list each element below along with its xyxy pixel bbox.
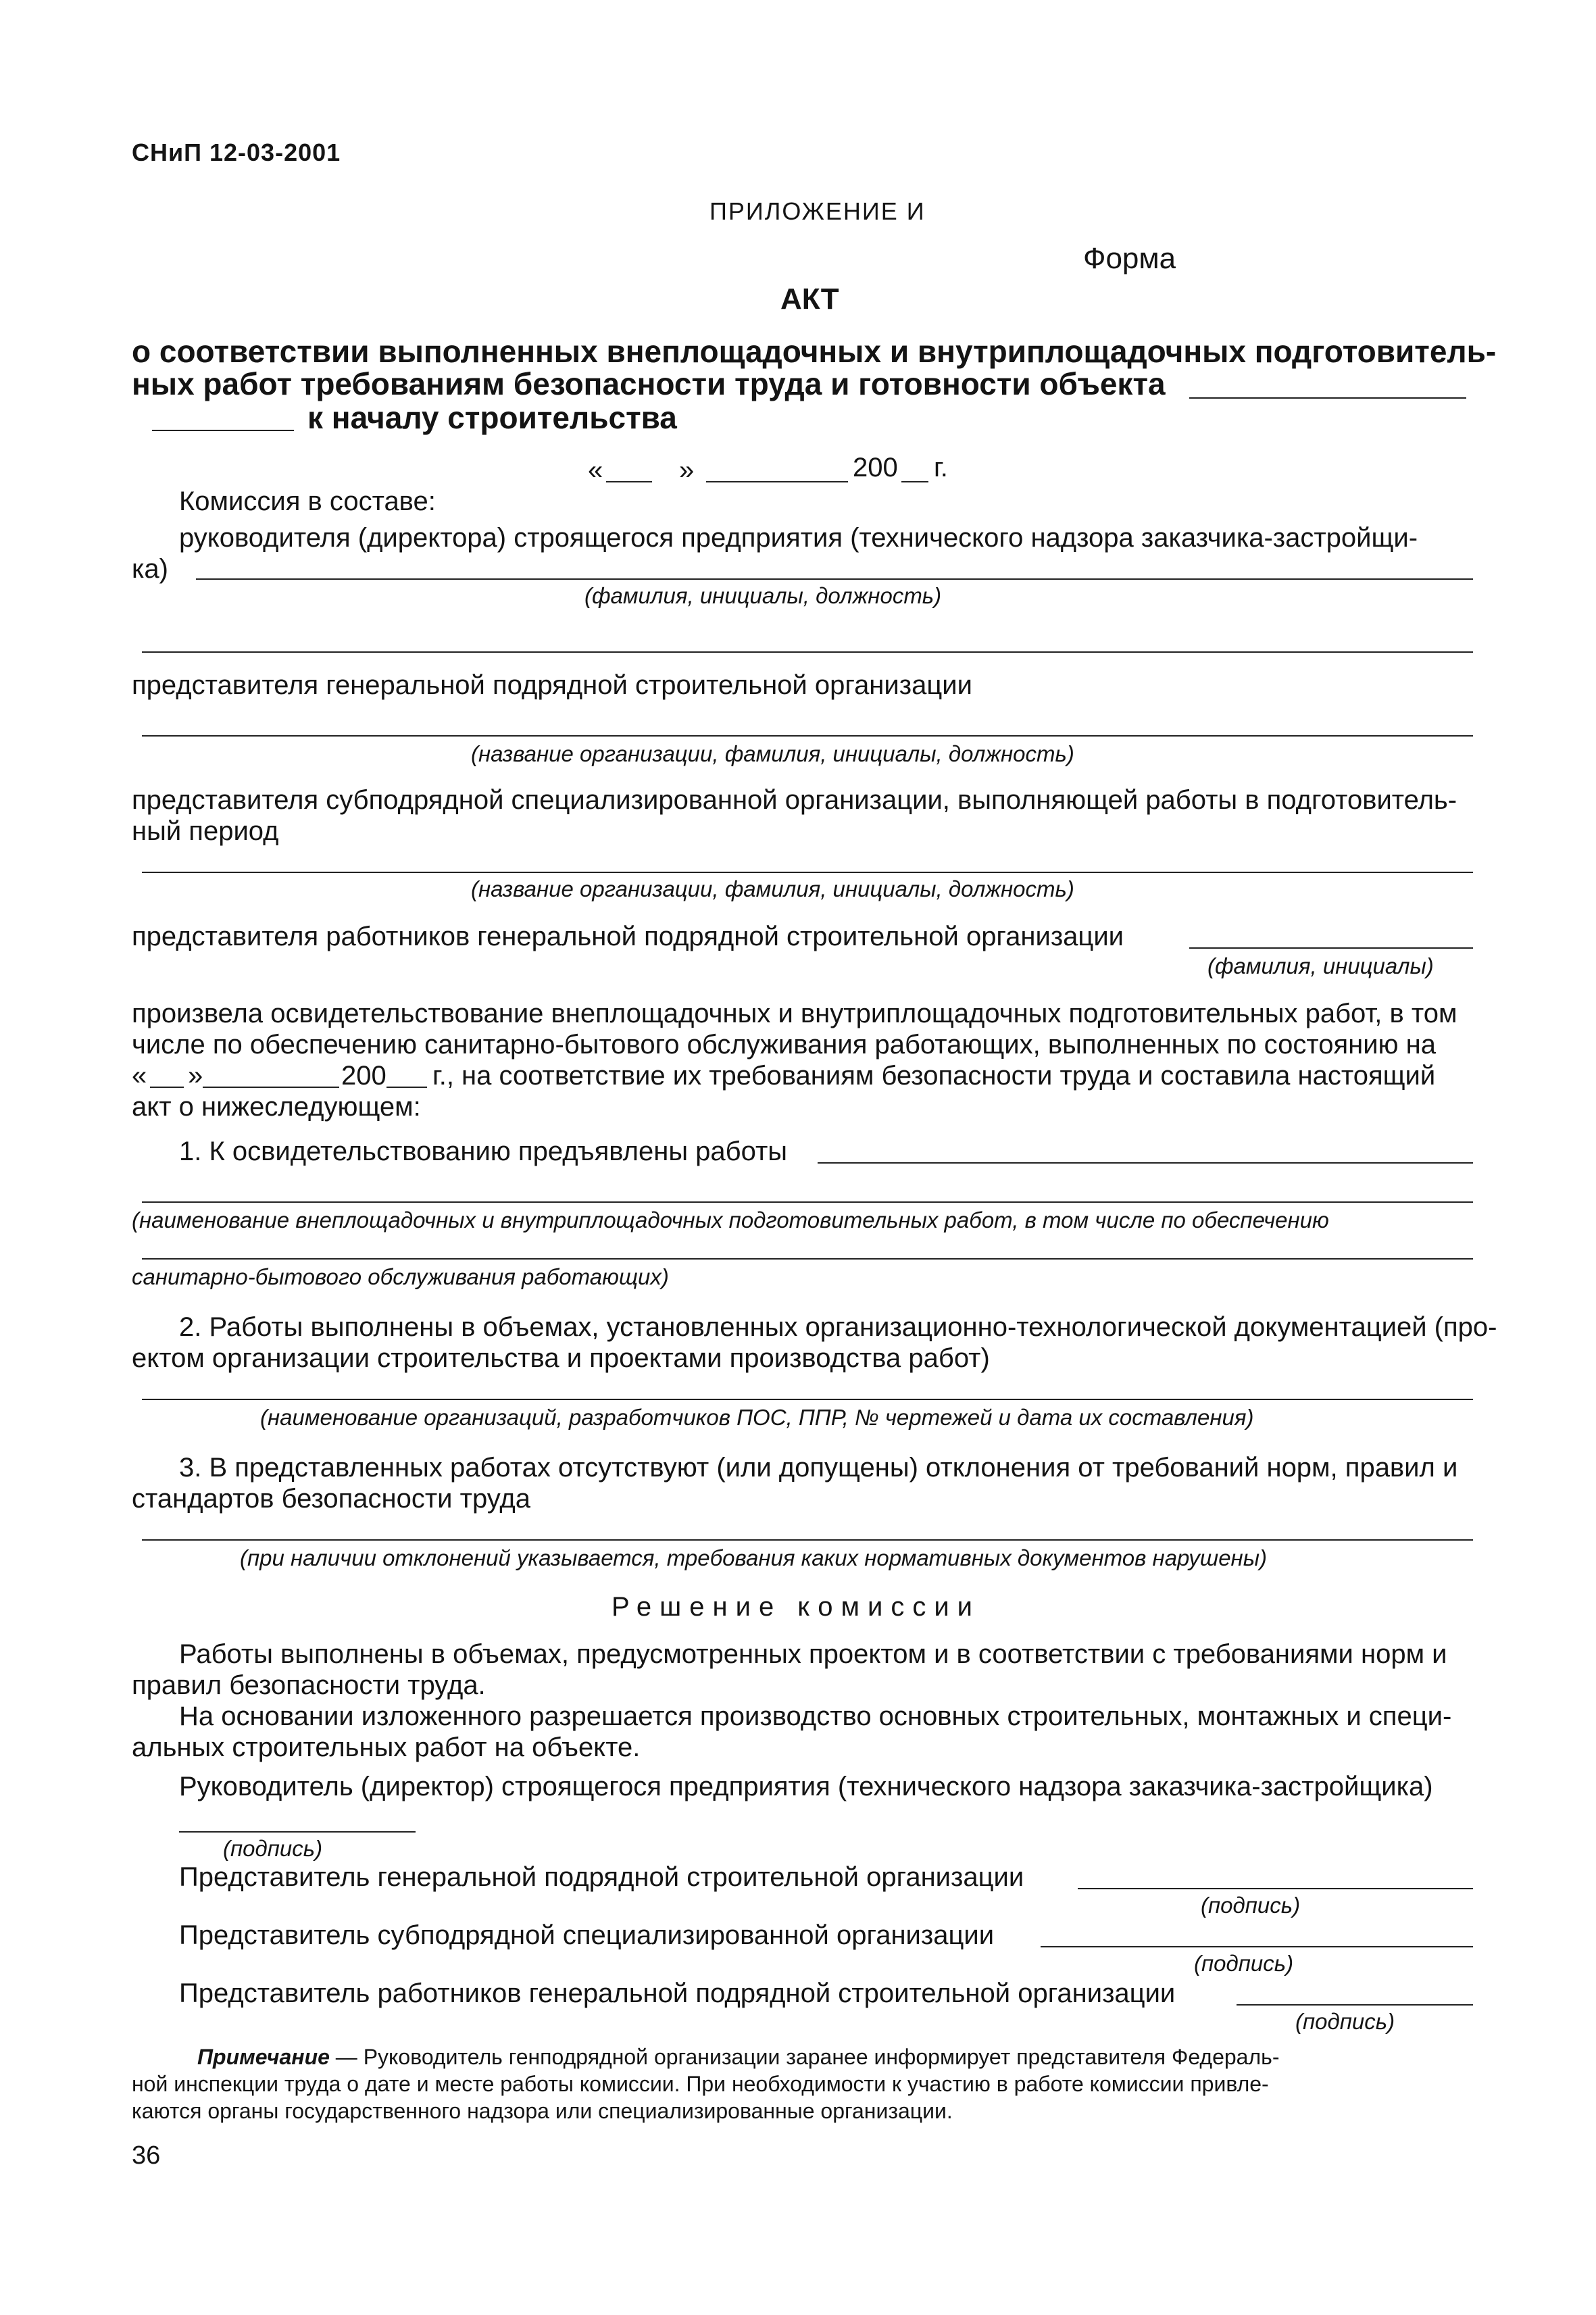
sign2-signature-line[interactable] — [1078, 1888, 1473, 1889]
sign2-caption: (подпись) — [1201, 1893, 1301, 1918]
commission-label: Комиссия в составе: — [179, 487, 436, 516]
rep3-line-2: ный период — [132, 816, 279, 846]
date-year-suffix: г. — [934, 453, 948, 482]
sign3-label: Представитель субподрядной специализированной организации — [179, 1920, 995, 1950]
note-line-1: — Руководитель генподрядной организации заранее информирует представителя Федераль- — [335, 2045, 1280, 2069]
rep1-blank[interactable] — [196, 578, 1473, 580]
body-line-4: акт о нижеследующем: — [132, 1092, 421, 1122]
body-date-year-prefix: 200 — [341, 1061, 386, 1091]
item1-label: 1. К освидетельствованию предъявлены работы — [179, 1137, 788, 1166]
item3-blank[interactable] — [142, 1539, 1473, 1541]
form-label: Форма — [1083, 242, 1176, 275]
rep3-line-1: представителя субподрядной специализированной организации, выполняющей работы в подготовитель- — [132, 785, 1457, 815]
note-line-3: каются органы государственного надзора или специализированные организации. — [132, 2099, 953, 2123]
decision-line-3: На основании изложенного разрешается производство основных строительных, монтажных и специ- — [179, 1701, 1452, 1731]
item3-line-2: стандартов безопасности труда — [132, 1484, 530, 1514]
act-title: АКТ — [780, 282, 839, 316]
sign4-label: Представитель работников генеральной подрядной строительной организации — [179, 1978, 1176, 2008]
sign4-signature-line[interactable] — [1237, 2004, 1473, 2006]
sign3-signature-line[interactable] — [1041, 1946, 1473, 1947]
page-number: 36 — [132, 2141, 161, 2170]
rep4-label: представителя работников генеральной подрядной строительной организации — [132, 922, 1124, 951]
object-blank-line-2[interactable] — [152, 430, 294, 431]
date-month-blank[interactable] — [706, 481, 848, 482]
body-date-close: » — [188, 1061, 203, 1091]
body-line-1: произвела освидетельствование внеплощадочных и внутриплощадочных подготовительных работ, в том — [132, 999, 1457, 1028]
rep1-caption: (фамилия, инициалы, должность) — [584, 583, 942, 608]
subtitle-line-2: ных работ требованиям безопасности труда и готовности объекта — [132, 366, 1166, 401]
item2-blank[interactable] — [142, 1399, 1473, 1400]
note-line-2: ной инспекции труда о дате и месте работы комиссии. При необходимости к участию в работе комиссии привле- — [132, 2072, 1269, 2096]
subtitle-line-3: к началу строительства — [307, 400, 677, 435]
rep1-extra-blank[interactable] — [142, 651, 1473, 653]
decision-line-4: альных строительных работ на объекте. — [132, 1733, 641, 1762]
object-blank-line[interactable] — [1189, 397, 1466, 399]
note-label: Примечание — [197, 2045, 330, 2069]
rep1-line-1: руководителя (директора) строящегося предприятия (технического надзора заказчика-застройщи- — [179, 523, 1418, 553]
item2-line-1: 2. Работы выполнены в объемах, установленных организационно-технологической документацией (про- — [179, 1312, 1497, 1342]
item1-blank[interactable] — [818, 1162, 1473, 1164]
date-year-blank[interactable] — [901, 481, 928, 482]
sign1-label: Руководитель (директор) строящегося предприятия (технического надзора заказчика-застройщика) — [179, 1772, 1433, 1801]
item1-caption-1: (наименование внеплощадочных и внутриплощадочных подготовительных работ, в том числе по обеспечению — [132, 1208, 1329, 1233]
sign1-signature-line[interactable] — [179, 1831, 416, 1833]
item2-line-2: ектом организации строительства и проектами производства работ) — [132, 1343, 990, 1373]
rep4-blank[interactable] — [1189, 947, 1473, 949]
sign2-label: Представитель генеральной подрядной строительной организации — [179, 1862, 1024, 1892]
body-date-year-blank[interactable] — [386, 1087, 427, 1088]
subtitle-line-1: о соответствии выполненных внеплощадочных и внутриплощадочных подготовитель- — [132, 334, 1497, 369]
rep2-label: представителя генеральной подрядной строительной организации — [132, 670, 972, 700]
date-close-quote: » — [679, 455, 695, 485]
appendix-label: ПРИЛОЖЕНИЕ И — [709, 197, 926, 225]
rep2-blank[interactable] — [142, 735, 1473, 737]
decision-heading: Решение комиссии — [612, 1592, 981, 1622]
item1-blank-2[interactable] — [142, 1201, 1473, 1203]
rep2-caption: (название организации, фамилия, инициалы, должность) — [471, 741, 1074, 766]
decision-line-2: правил безопасности труда. — [132, 1670, 486, 1700]
rep3-caption: (название организации, фамилия, инициалы, должность) — [471, 876, 1074, 901]
document-code: СНиП 12-03-2001 — [132, 139, 341, 166]
rep3-blank[interactable] — [142, 872, 1473, 873]
date-day-blank[interactable] — [606, 481, 652, 482]
date-open-quote: « — [588, 455, 603, 485]
body-date-day-blank[interactable] — [150, 1087, 184, 1088]
body-line-2: числе по обеспечению санитарно-бытового обслуживания работающих, выполненных по состоянию на — [132, 1030, 1436, 1060]
body-date-open: « — [132, 1061, 147, 1091]
note-first-line — [197, 2043, 1279, 2070]
decision-line-1: Работы выполнены в объемах, предусмотренных проектом и в соответствии с требованиями норм и — [179, 1639, 1447, 1669]
item3-caption: (при наличии отклонений указывается, требования каких нормативных документов нарушены) — [240, 1545, 1267, 1570]
item3-line-1: 3. В представленных работах отсутствуют (или допущены) отклонения от требований норм, правил и — [179, 1453, 1458, 1483]
item1-caption-2: санитарно-бытового обслуживания работающих) — [132, 1264, 669, 1289]
sign3-caption: (подпись) — [1194, 1951, 1294, 1976]
rep4-caption: (фамилия, инициалы) — [1207, 953, 1434, 978]
item1-blank-3[interactable] — [142, 1258, 1473, 1260]
sign4-caption: (подпись) — [1295, 2009, 1395, 2034]
sign1-caption: (подпись) — [223, 1836, 323, 1861]
rep1-line-2: ка) — [132, 554, 168, 584]
body-line-3: г., на соответствие их требованиям безопасности труда и составила настоящий — [432, 1061, 1436, 1091]
body-date-month-blank[interactable] — [203, 1087, 339, 1088]
item2-caption: (наименование организаций, разработчиков ПОС, ППР, № чертежей и дата их составления) — [260, 1405, 1254, 1430]
date-year-prefix: 200 — [853, 453, 898, 482]
